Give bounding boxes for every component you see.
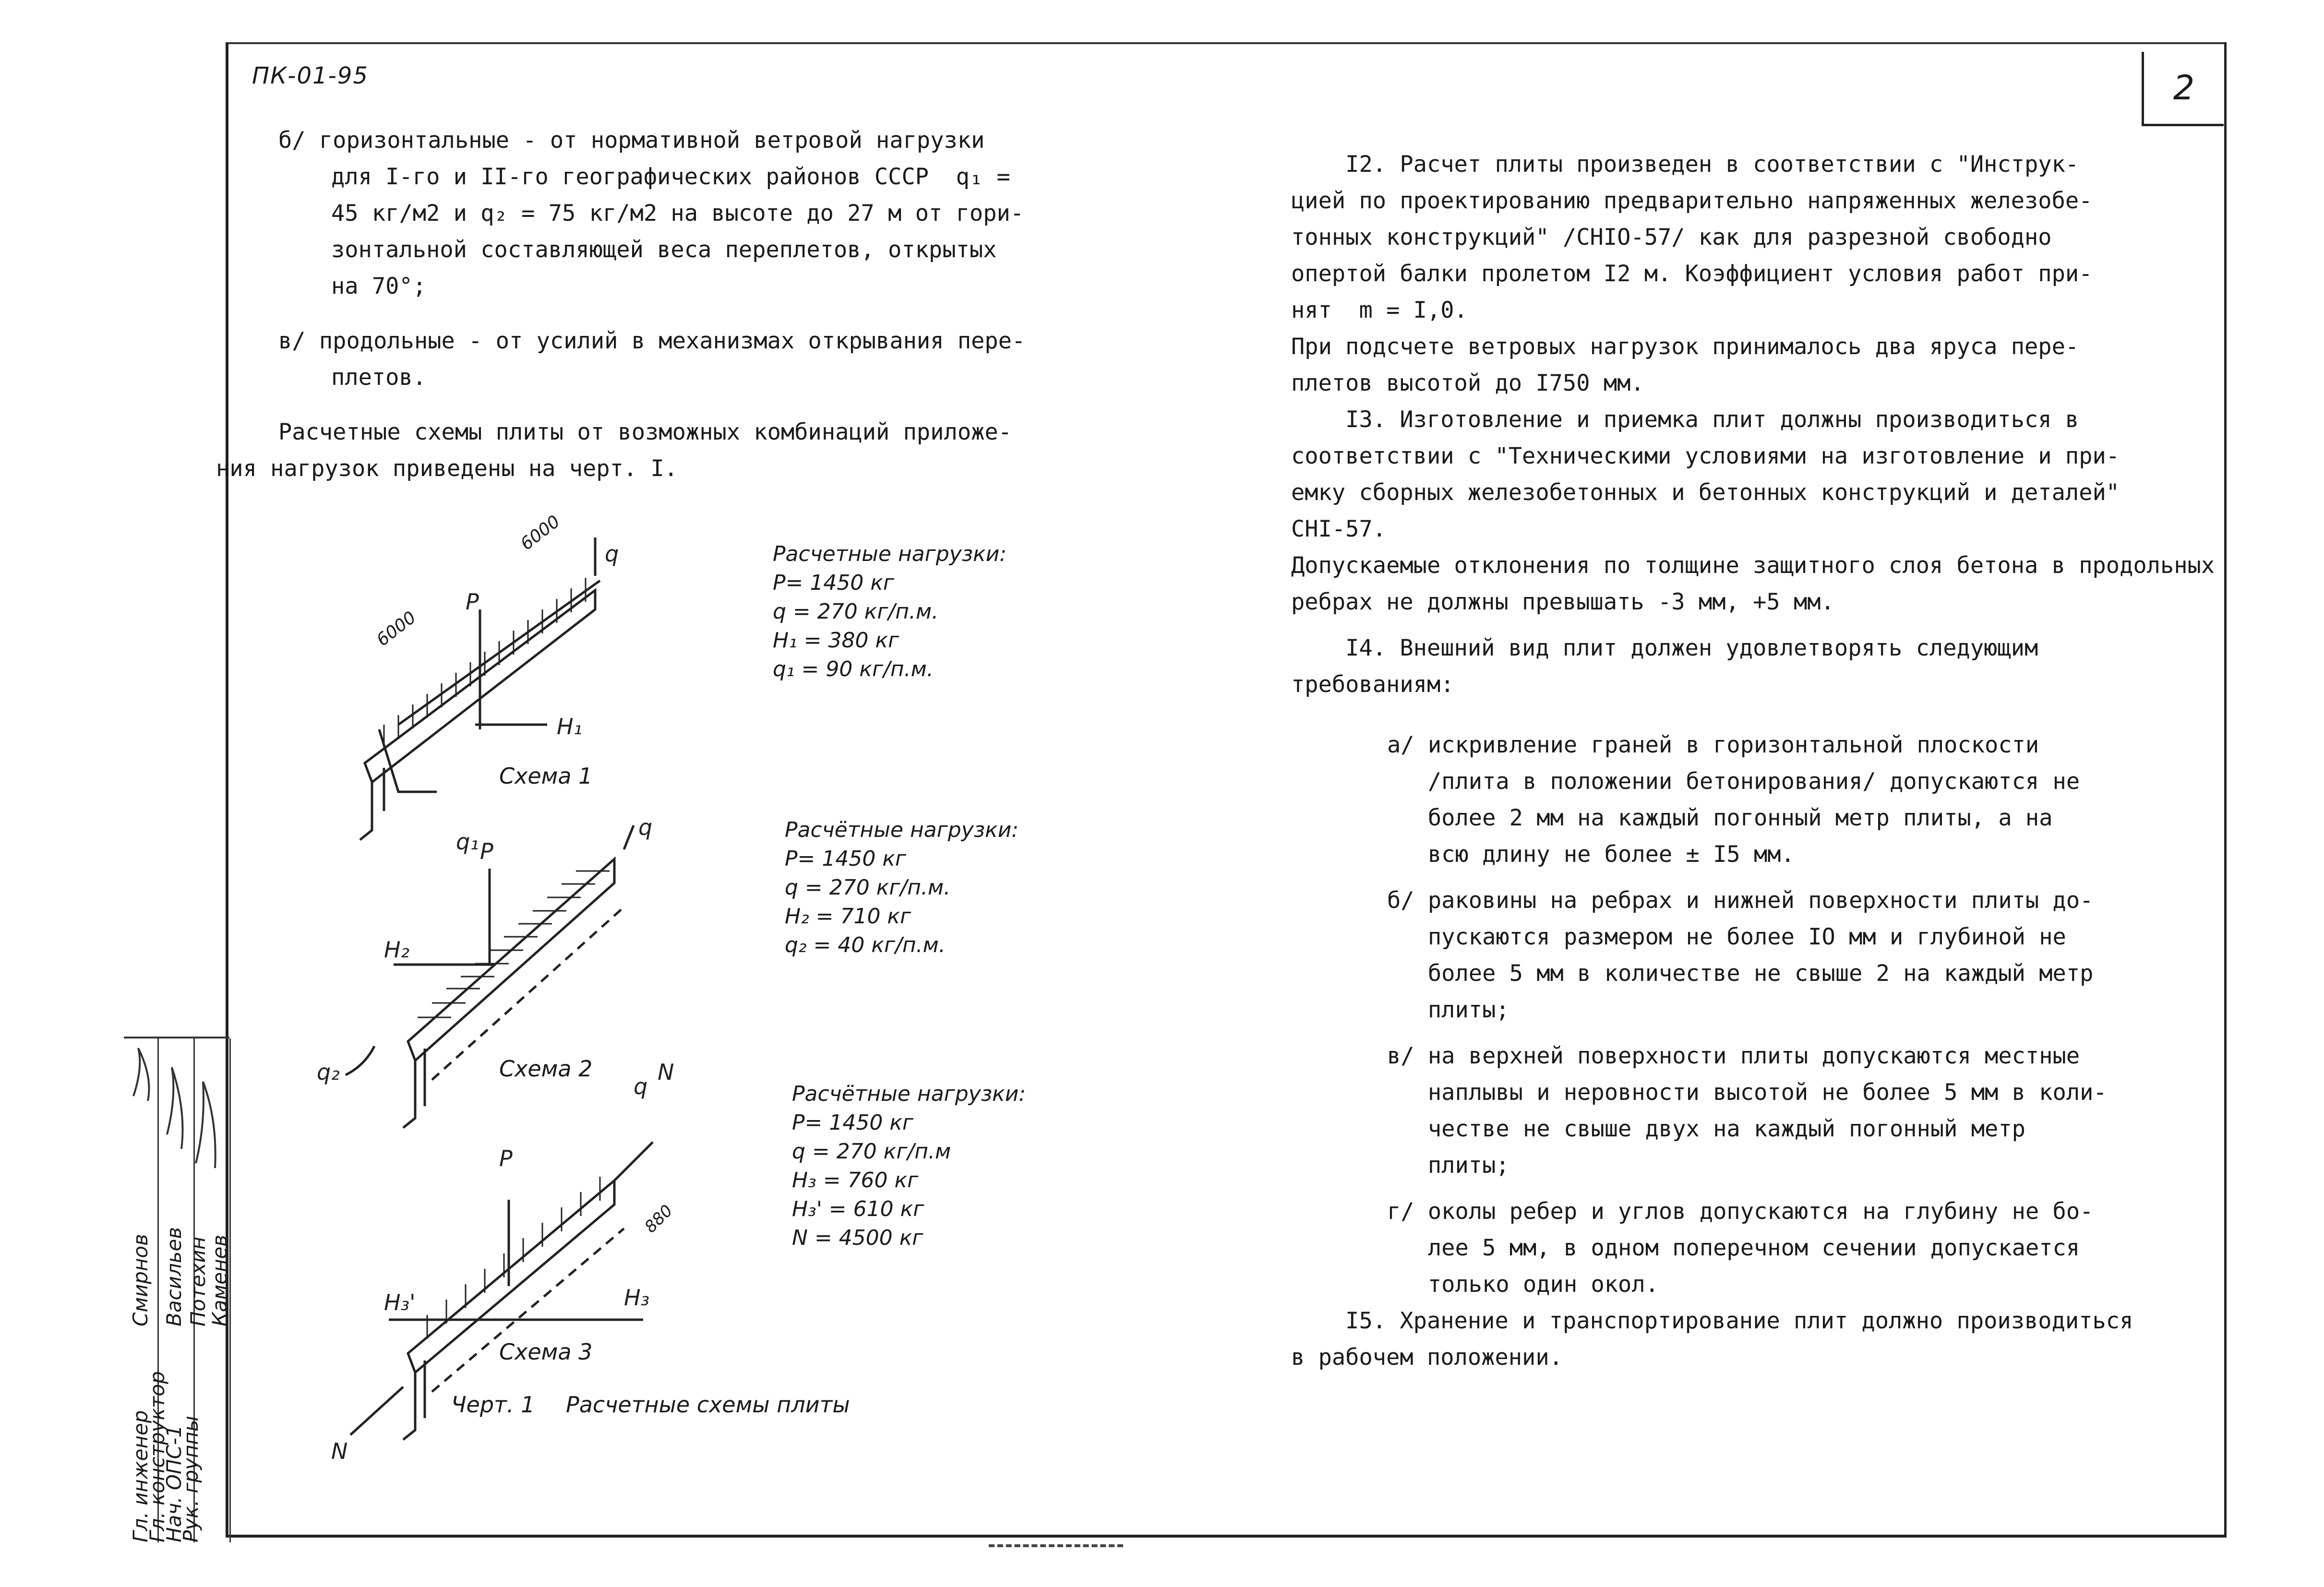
scheme3-label-N: N — [658, 1059, 674, 1085]
text-line: г/ околы ребер и углов допускаются на глубину не бо- — [1387, 1198, 2094, 1225]
text-line: плетов. — [331, 364, 427, 391]
text-line: на 70°; — [331, 273, 427, 299]
load-value: H₁ = 380 кг — [773, 628, 899, 653]
item-14a — [1291, 727, 2213, 873]
text-line: в/ продольные - от усилий в механизмах открывания пере- — [278, 328, 1026, 354]
scheme3-label-H3: H₃ — [624, 1285, 650, 1311]
left-column — [216, 122, 1190, 487]
title-block-stamp — [124, 1037, 229, 1542]
text-line: в рабочем положении. — [1291, 1344, 1563, 1371]
load-value: H₂ = 710 кг — [785, 904, 911, 929]
loads-title: Расчетные нагрузки: — [773, 542, 1007, 566]
text-line: зонтальной составляющей веса переплетов, открытых — [331, 237, 997, 263]
load-value: H₃ = 760 кг — [792, 1168, 919, 1193]
page-number — [2142, 52, 2224, 126]
text-line: более 2 мм на каждый погонный метр плиты, а на — [1387, 805, 2053, 831]
stamp-role: Нач. ОПС-1 — [162, 1425, 186, 1542]
paragraph-15 — [1291, 1303, 2213, 1376]
scheme1-label-H1: H₁ — [557, 714, 583, 740]
right-column — [1291, 146, 2213, 1376]
text-line: для I-го и II-го географических районов СССР q₁ = — [331, 164, 1010, 190]
text-line: опертой балки пролетом I2 м. Коэффициент условия работ при- — [1291, 261, 2093, 287]
item-14v — [1291, 1038, 2213, 1184]
scheme3-label-H3prime: H₃' — [384, 1289, 416, 1315]
load-value: q₂ = 40 кг/п.м. — [785, 933, 946, 957]
text-line: плетов высотой до I750 мм. — [1291, 370, 1644, 396]
schemes-text — [216, 414, 1190, 487]
stamp-role: Рук. группы — [179, 1416, 203, 1542]
load-value: q₁ = 90 кг/п.м. — [773, 657, 934, 681]
text-line: I5. Хранение и транспортирование плит должно производиться — [1291, 1308, 2133, 1334]
item-14b — [1291, 883, 2213, 1028]
load-value: P= 1450 кг — [773, 571, 895, 595]
text-line: требованиям: — [1291, 671, 1454, 698]
text-line: б/ раковины на ребрах и нижней поверхности плиты до- — [1387, 887, 2094, 914]
scheme2-name: Схема 2 — [499, 1056, 593, 1082]
scheme2-label-q: q — [638, 814, 653, 840]
text-line: ребрах не должны превышать -3 мм, +5 мм. — [1291, 589, 1834, 615]
load-value: P= 1450 кг — [785, 847, 907, 871]
scheme3-dim: 880 — [641, 1201, 677, 1237]
text-line: соответствии с "Техническими условиями на изготовление и при- — [1291, 443, 2120, 469]
load-value: q = 270 кг/п.м — [792, 1139, 951, 1164]
document-code: ПК-01-95 — [252, 62, 369, 89]
text-line: При подсчете ветровых нагрузок принималось два яруса пере- — [1291, 334, 2079, 360]
load-value: q = 270 кг/п.м. — [785, 875, 951, 900]
signatures — [124, 1038, 229, 1182]
stamp-name: Каменев — [208, 1234, 231, 1326]
scheme1-label-q1: q₁ — [456, 829, 479, 855]
scheme3-label-N-left: N — [331, 1438, 348, 1464]
scheme1-name: Схема 1 — [499, 763, 593, 789]
scheme1-dim-left: 6000 — [373, 608, 420, 650]
text-line: плиты; — [1387, 1152, 1509, 1179]
scheme3-name: Схема 3 — [499, 1339, 593, 1365]
item-14g — [1291, 1193, 2213, 1303]
text-line: нят m = I,0. — [1291, 297, 1468, 323]
text-line: лее 5 мм, в одном поперечном сечении допускается — [1387, 1235, 2080, 1261]
scheme2-label-q2: q₂ — [317, 1059, 340, 1085]
figure-caption-label: Черт. 1 — [451, 1392, 535, 1418]
text-line: всю длину не более ± I5 мм. — [1387, 841, 1795, 868]
text-line: /плита в положении бетонирования/ допускаются не — [1387, 768, 2080, 795]
scheme2-label-H2: H₂ — [384, 937, 410, 963]
text-line: ния нагрузок приведены на черт. I. — [216, 455, 678, 482]
stamp-role: Гл. конструктор — [145, 1371, 169, 1542]
scheme2-loads — [785, 816, 1018, 960]
text-line: Расчетные схемы плиты от возможных комбинаций приложе- — [278, 419, 1012, 445]
stamp-name: Смирнов — [129, 1234, 152, 1326]
text-line: СНI-57. — [1291, 516, 1387, 542]
scheme3-loads — [792, 1080, 1026, 1253]
text-line: более 5 мм в количестве не свыше 2 на каждый метр — [1387, 960, 2094, 987]
text-line: I3. Изготовление и приемка плит должны производиться в — [1291, 406, 2079, 433]
scheme3-label-P: P — [499, 1146, 513, 1171]
text-line: I4. Внешний вид плит должен удовлетворять следующим — [1291, 635, 2038, 661]
stamp-name: Потехин — [186, 1236, 210, 1326]
scheme2-label-P: P — [480, 838, 493, 864]
page-number-text: 2 — [2173, 68, 2195, 107]
text-line: а/ искривление граней в горизонтальной плоскости — [1387, 732, 2039, 758]
text-line: плиты; — [1387, 997, 1509, 1023]
load-value: H₃' = 610 кг — [792, 1197, 924, 1221]
item-v — [278, 323, 1190, 396]
stamp-role: Гл. инженер — [129, 1410, 152, 1542]
scheme1-label-q: q — [605, 541, 619, 567]
text-line: емку сборных железобетонных и бетонных конструкций и деталей" — [1291, 479, 2120, 506]
stamp-name: Васильев — [162, 1227, 186, 1326]
scheme3-label-q: q — [634, 1074, 648, 1099]
text-line: в/ на верхней поверхности плиты допускаются местные — [1387, 1043, 2080, 1069]
scheme1-loads — [773, 540, 1006, 684]
load-value: P= 1450 кг — [792, 1110, 914, 1135]
paragraph-14 — [1291, 630, 2213, 1303]
paragraph-12 — [1291, 146, 2213, 402]
bottom-dash-mark — [989, 1544, 1123, 1547]
loads-title: Расчётные нагрузки: — [785, 818, 1019, 842]
text-line: только один окол. — [1387, 1271, 1659, 1298]
scheme1-dim-right: 6000 — [517, 512, 564, 554]
figure-caption-text: Расчетные схемы плиты — [565, 1392, 850, 1418]
text-line: цией по проектированию предварительно напряженных железобе- — [1291, 188, 2093, 214]
figure-caption — [451, 1392, 850, 1418]
text-line: тонных конструкций" /СНIO-57/ как для разрезной свободно — [1291, 224, 2052, 251]
text-line: I2. Расчет плиты произведен в соответствии с "Инструк- — [1291, 151, 2079, 178]
loads-title: Расчётные нагрузки: — [792, 1082, 1026, 1106]
paragraph-13 — [1291, 402, 2213, 620]
text-line: наплывы и неровности высотой не более 5 мм в коли- — [1387, 1079, 2107, 1106]
text-line: честве не свыше двух на каждый погонный метр — [1387, 1116, 2025, 1142]
item-b — [278, 122, 1190, 305]
text-line: Допускаемые отклонения по толщине защитного слоя бетона в продольных — [1291, 552, 2215, 579]
text-line: б/ горизонтальные - от нормативной ветровой нагрузки — [278, 127, 985, 154]
scheme1-label-P: P — [466, 589, 479, 615]
text-line: пускаются размером не более IO мм и глубиной не — [1387, 924, 2066, 950]
load-value: N = 4500 кг — [792, 1226, 923, 1250]
load-value: q = 270 кг/п.м. — [773, 599, 939, 624]
text-line: 45 кг/м2 и q₂ = 75 кг/м2 на высоте до 27 м от гори- — [331, 200, 1024, 227]
